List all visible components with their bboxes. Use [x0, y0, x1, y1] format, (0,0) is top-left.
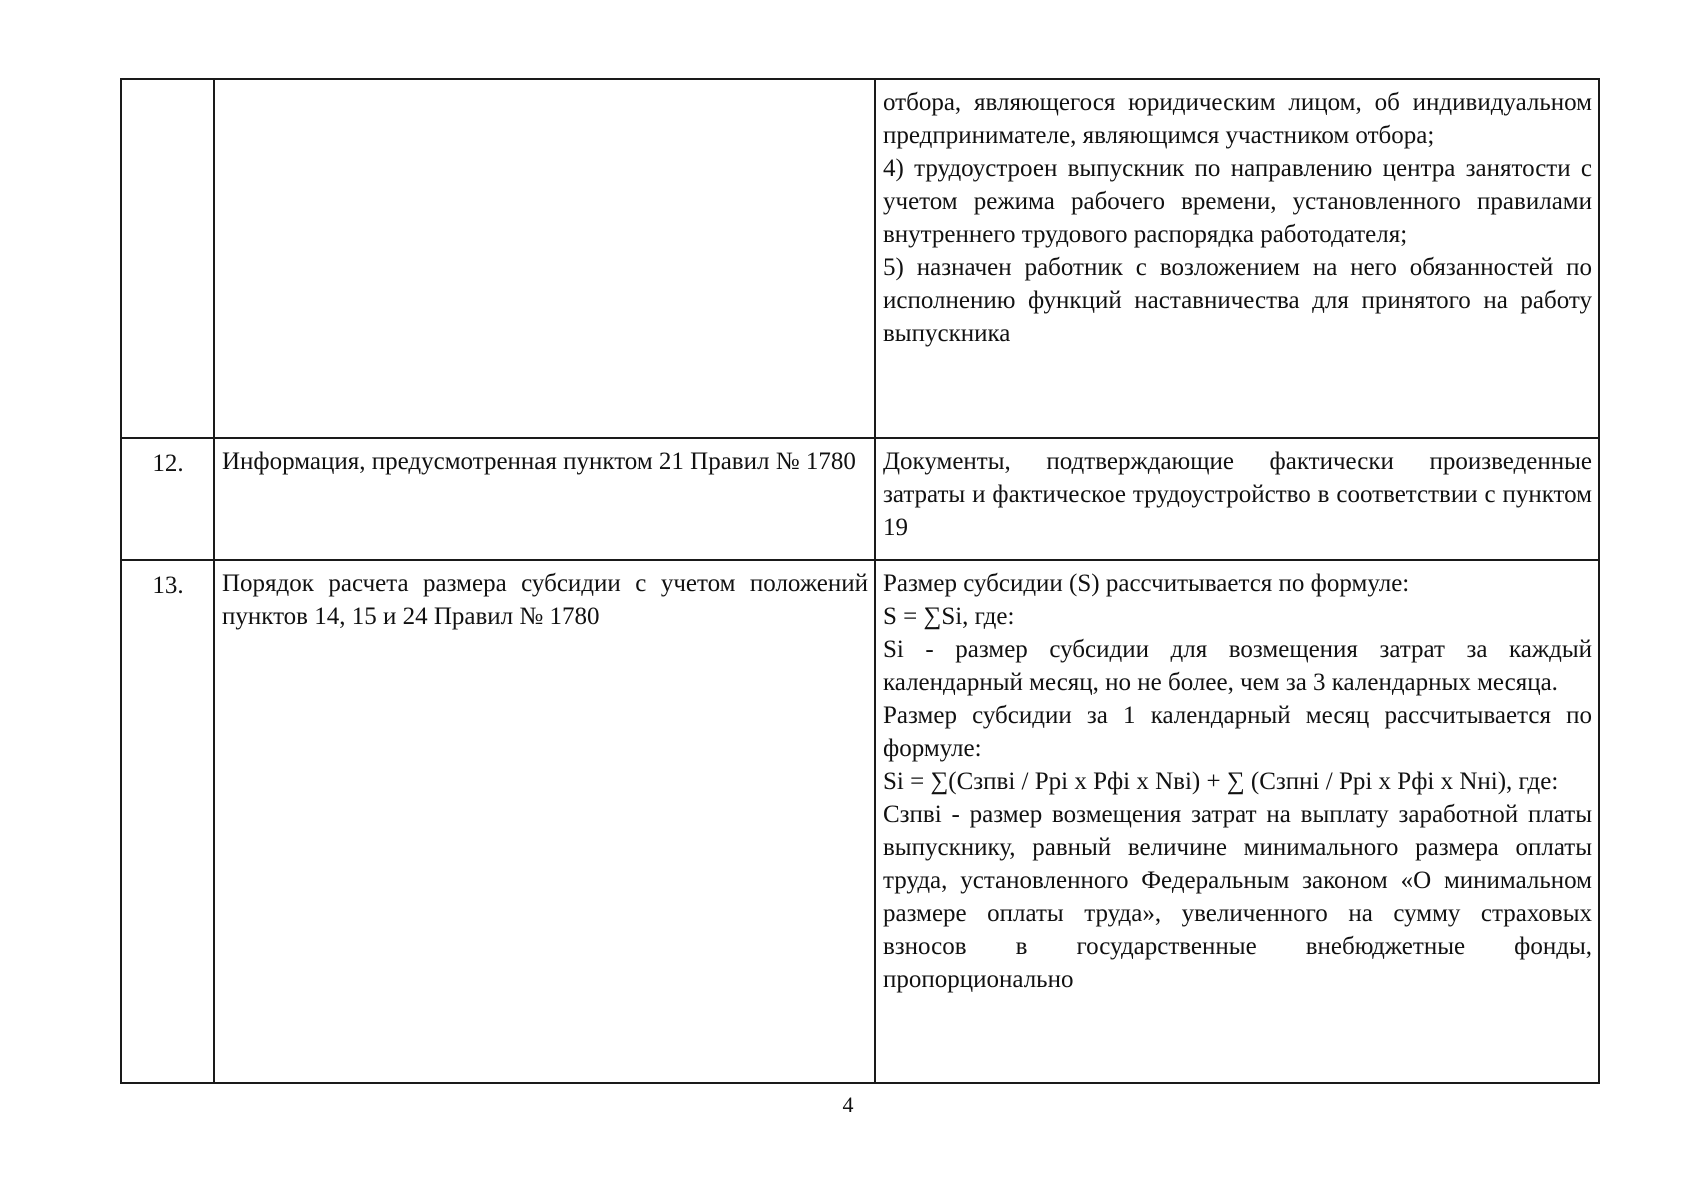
row-body-cell — [875, 560, 1599, 1083]
body-paragraph: Si = ∑(Сзпвi / Ppi x Рфi x Nвi) + ∑ (Сзпнi / Ppi x Рфi x Nнi), где: — [883, 768, 1559, 795]
name-paragraph: Информация, предусмотренная пунктом 21 Правил № 1780 — [222, 448, 856, 475]
row-body-cell — [875, 79, 1599, 438]
body-paragraph: 5) назначен работник с возложением на него обязанностей по исполнению функций наставничества для принятого на работу выпускника — [883, 254, 1592, 347]
body-paragraph: отбора, являющегося юридическим лицом, об индивидуальном предпринимателе, являющимся участником отбора; — [883, 89, 1592, 149]
page-number: 4 — [842, 1092, 854, 1117]
row-body-cell — [875, 438, 1599, 560]
table-row — [121, 438, 1599, 560]
body-paragraph: 4) трудоустроен выпускник по направлению центра занятости с учетом режима рабочего времени, установленного правилами внутреннего трудового распорядка работодателя; — [883, 155, 1592, 248]
body-paragraph: S = ∑Si, где: — [883, 603, 1015, 630]
body-paragraph: Сзпвi - размер возмещения затрат на выплату заработной платы выпускнику, равный величине минимального размера оплаты труда, установленного Федеральным законом «О минимальном размере оплаты труда», увеличенного на сумму страховых взносов в государственные внебюджетные фонды, пропорционально — [883, 801, 1592, 993]
row-number — [121, 79, 214, 438]
row-name-cell — [214, 560, 875, 1083]
body-paragraph: Si - размер субсидии для возмещения затрат за каждый календарный месяц, но не более, чем за 3 календарных месяца. — [883, 636, 1592, 696]
body-paragraph: Документы, подтверждающие фактически произведенные затраты и фактическое трудоустройство в соответствии с пунктом 19 — [883, 448, 1592, 541]
body-paragraph: Размер субсидии за 1 календарный месяц рассчитывается по формуле: — [883, 702, 1592, 762]
row-number: 12. — [121, 438, 214, 560]
row-name-cell — [214, 438, 875, 560]
body-paragraph: Размер субсидии (S) рассчитывается по формуле: — [883, 570, 1410, 597]
row-number: 13. — [121, 560, 214, 1083]
table-row — [121, 560, 1599, 1083]
table-row — [121, 79, 1599, 438]
row-name-cell — [214, 79, 875, 438]
name-paragraph: Порядок расчета размера субсидии с учетом положений пунктов 14, 15 и 24 Правил № 1780 — [222, 570, 868, 630]
document-table — [120, 78, 1600, 1084]
